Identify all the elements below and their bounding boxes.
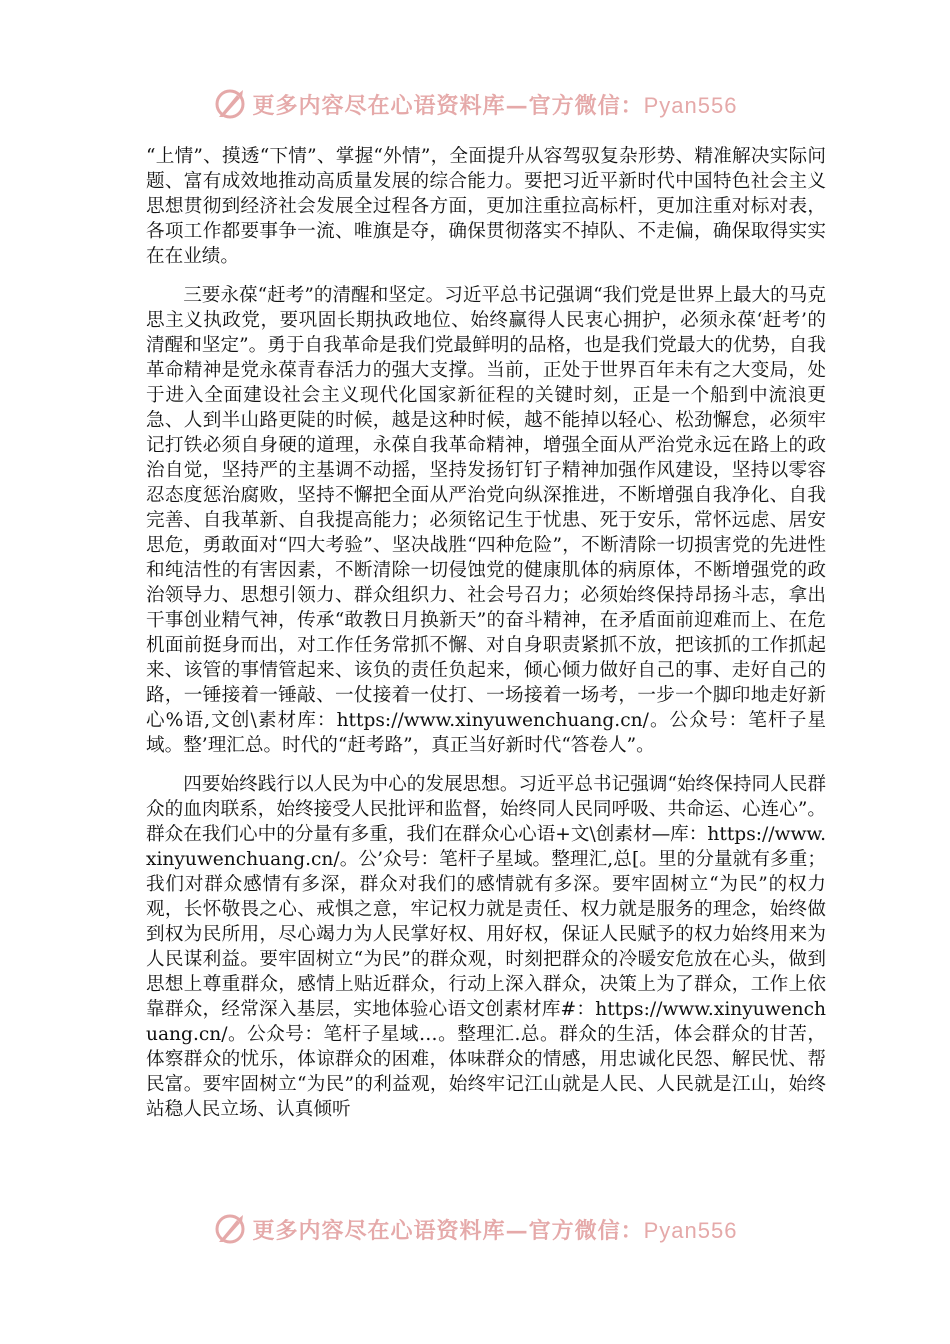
- watermark-separator: —: [505, 92, 529, 119]
- watermark-wechat-label: 官方微信：: [528, 1217, 644, 1244]
- footer-watermark-banner: [0, 1209, 950, 1249]
- watermark-wechat-id: Pyan556: [643, 92, 738, 118]
- header-watermark-banner: [0, 84, 950, 124]
- watermark-brand: 更多内容尽在心语资料库: [252, 1217, 506, 1244]
- paragraph-1: “上情”、摸透“下情”、掌握“外情”，全面提升从容驾驭复杂形势、精准解决实际问题、富有成效地推动高质量发展的综合能力。要把习近平新时代中国特色社会主义思想贯彻到经济社会发展全过程各方面，更加注重拉高标杆，更加注重对标对表，各项工作都要事争一流、唯旗是夺，确保贯彻落实不掉队、不走偏，确保取得实实在在业绩。: [146, 146, 826, 267]
- quill-logo-icon: [213, 1212, 247, 1246]
- watermark-separator: —: [505, 1217, 529, 1244]
- document-body: [146, 144, 826, 1122]
- paragraph-2: 三要永葆“赶考”的清醒和坚定。习近平总书记强调“我们党是世界上最大的马克思主义执政党，要巩固长期执政地位、始终赢得人民衷心拥护，必须永葆‘赶考’的清醒和坚定”。勇于自我革命是我们党最鲜明的品格，也是我们党最大的优势，自我革命精神是党永葆青春活力的强大支撑。当前，正处于世界百年未有之大变局，处于进入全面建设社会主义现代化国家新征程的关键时刻，正是一个船到中流浪更急、人到半山路更陡的时候，越是这种时候，越不能掉以轻心、松劲懈怠，必须牢记打铁必须自身硬的道理，永葆自我革命精神，增强全面从严治党永远在路上的政治自觉，坚持严的主基调不动摇，坚持发扬钉钉子精神加强作风建设，坚持以零容忍态度惩治腐败，坚持不懈把全面从严治党向纵深推进，不断增强自我净化、自我完善、自我革新、自我提高能力；必须铭记生于忧患、死于安乐，常怀远虑、居安思危，勇敢面对“四大考验”、坚决战胜“四种危险”，不断清除一切损害党的先进性和纯洁性的有害因素，不断清除一切侵蚀党的健康肌体的病原体，不断增强党的政治领导力、思想引领力、群众组织力、社会号召力；必须始终保持昂扬斗志，拿出干事创业精气神，传承“敢教日月换新天”的奋斗精神，在矛盾面前迎难而上、在危机面前挺身而出，对工作任务常抓不懈、对自身职责紧抓不放，把该抓的工作抓起来、该管的事情管起来、该负的责任负起来，倾心倾力做好自己的事、走好自己的路，一锤接着一锤敲、一仗接着一仗打、一场接着一场考，一步一个脚印地走好新心%语,文创\素材库：https://www.xinyuwenchuang.cn/。公众号：笔杆子星域。整’理汇总。时代的“赶考路”，真正当好新时代“答卷人”。: [146, 285, 826, 756]
- watermark-text: [253, 1214, 738, 1245]
- watermark-text: [253, 89, 738, 120]
- watermark-wechat-id: Pyan556: [643, 1217, 738, 1243]
- quill-logo-icon: [213, 87, 247, 121]
- watermark-wechat-label: 官方微信：: [528, 92, 644, 119]
- watermark-brand: 更多内容尽在心语资料库: [252, 92, 506, 119]
- paragraph-3: 四要始终践行以人民为中心的发展思想。习近平总书记强调“始终保持同人民群众的血肉联系，始终接受人民批评和监督，始终同人民同呼吸、共命运、心连心”。群众在我们心中的分量有多重，我们在群众心心语+文\创素材—库：https://www.xinyuwenchuang.cn/。公’众号：笔杆子星域。整理汇,总[。里的分量就有多重；我们对群众感情有多深，群众对我们的感情就有多深。要牢固树立“为民”的权力观，长怀敬畏之心、戒惧之意，牢记权力就是责任、权力就是服务的理念，始终做到权为民所用，尽心竭力为人民掌好权、用好权，保证人民赋予的权力始终用来为人民谋利益。要牢固树立“为民”的群众观，时刻把群众的冷暖安危放在心头，做到思想上尊重群众，感情上贴近群众，行动上深入群众，决策上为了群众，工作上依靠群众，经常深入基层，实地体验心语文创素材库#：https://www.xinyuwenchuang.cn/。公众号：笔杆子星域…。整理汇.总。群众的生活，体会群众的甘苦，体察群众的忧乐，体谅群众的困难，体味群众的情感，用忠诚化民怨、解民忧、帮民富。要牢固树立“为民”的利益观，始终牢记江山就是人民、人民就是江山，始终站稳人民立场、认真倾听: [146, 774, 826, 1120]
